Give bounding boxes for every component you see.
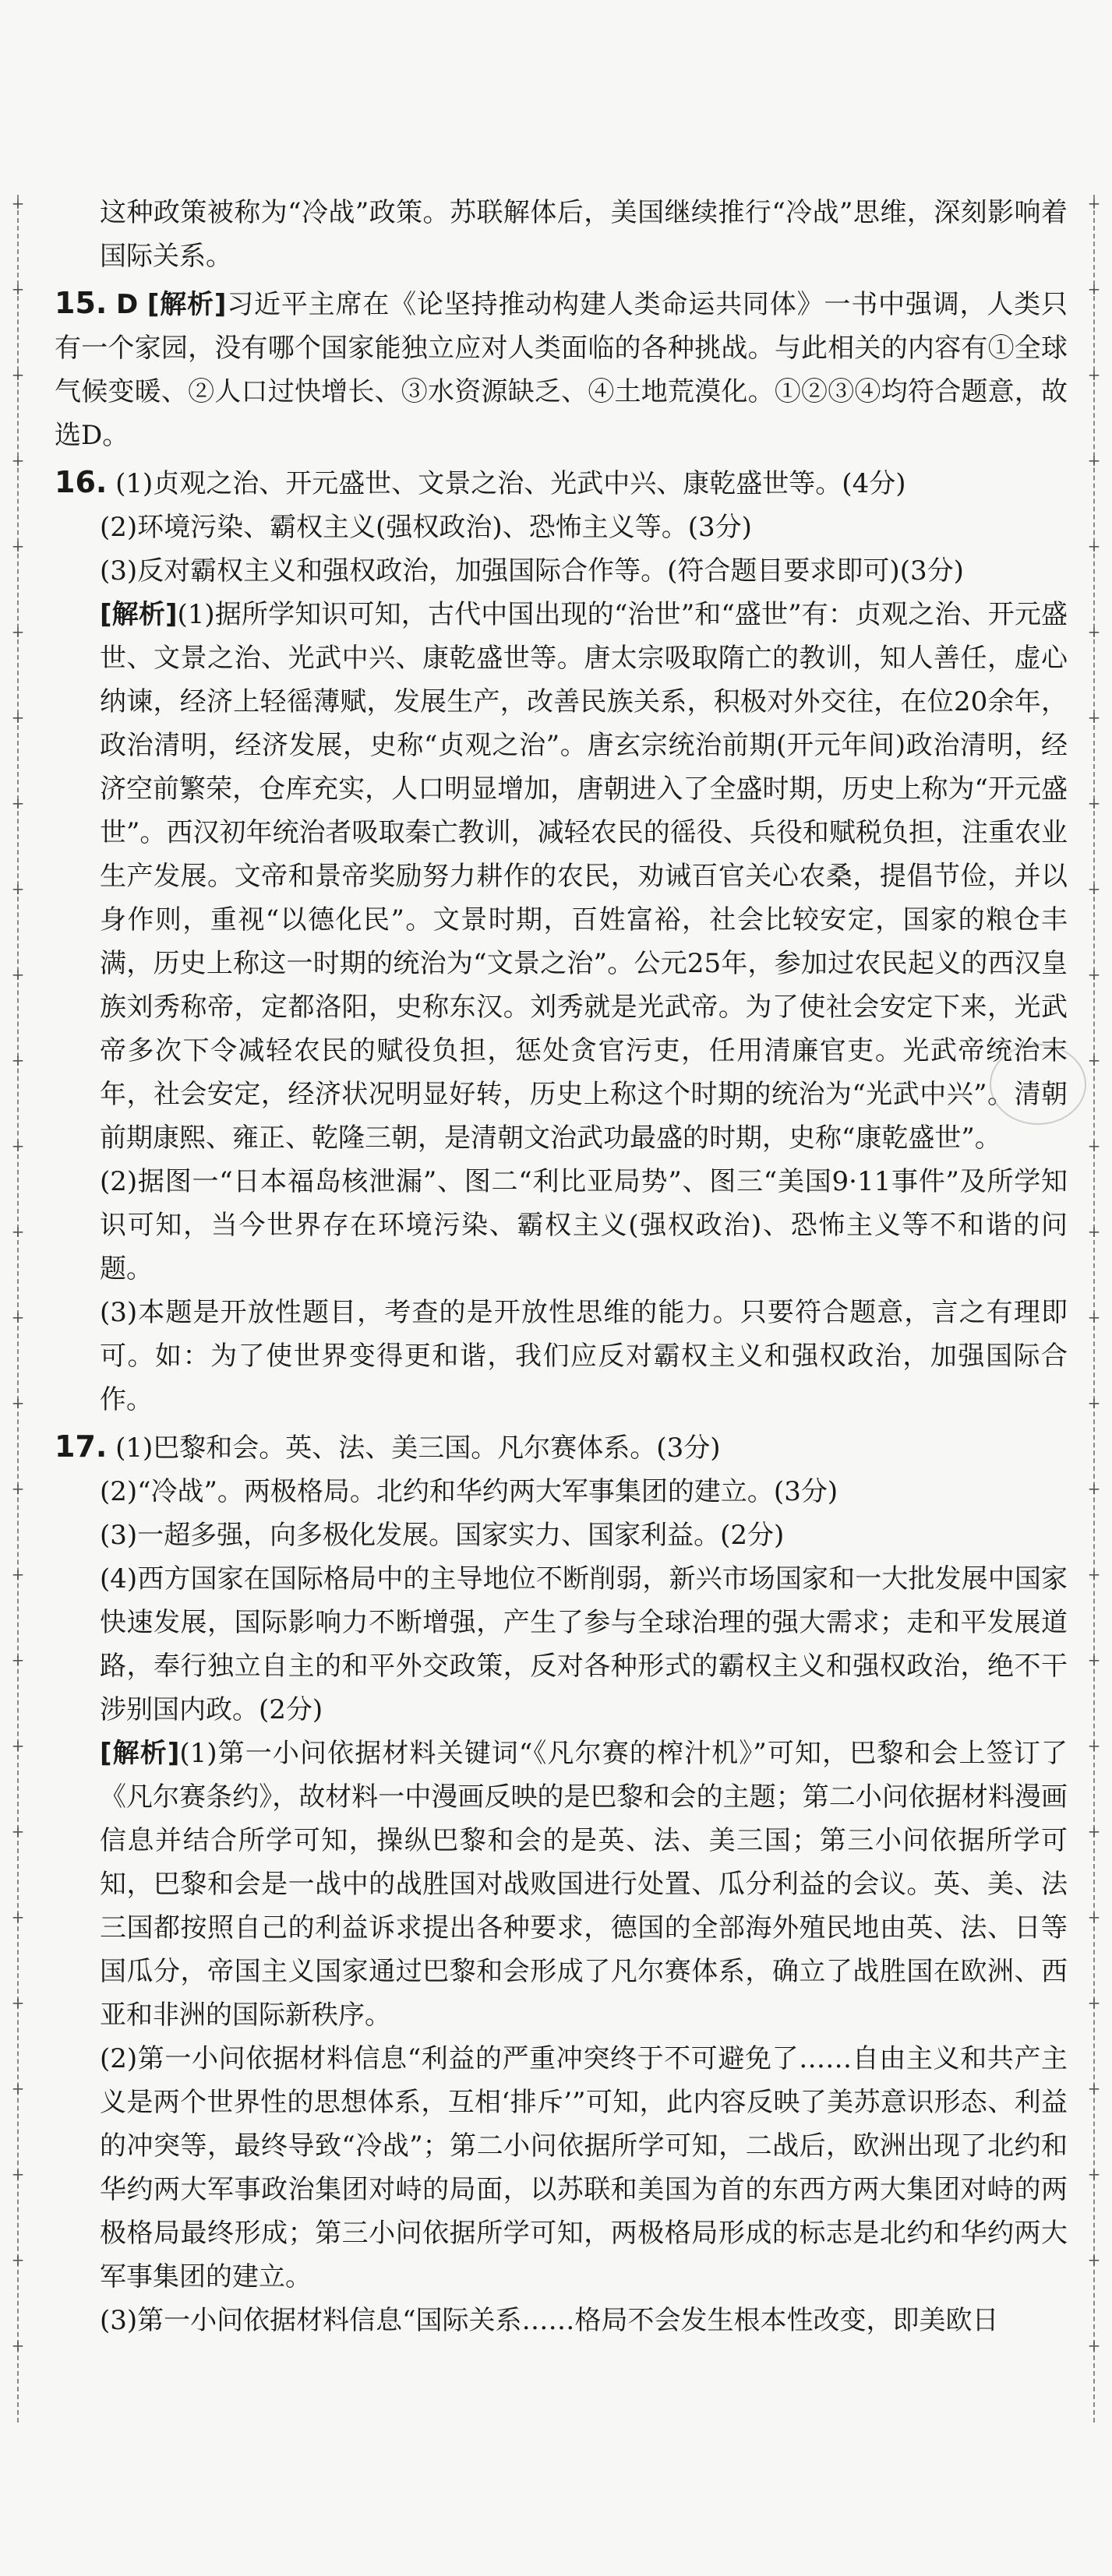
binding-tick-mark: + <box>1087 965 1101 984</box>
binding-tick-mark: + <box>1087 1308 1101 1327</box>
binding-tick-mark: + <box>1087 2165 1101 2183</box>
analysis-part-3: (3)第一小问依据材料信息“国际关系……格局不会发生根本性改变，即美欧日 <box>100 2305 999 2336</box>
binding-tick-mark: + <box>1087 1993 1101 2012</box>
binding-tick-mark: + <box>11 1993 25 2012</box>
analysis-part-2: (2)第一小问依据材料信息“利益的严重冲突终于不可避免了……自由主义和共产主义是两个世界性的思想体系，互相‘排斥’”可知，此内容反映了美苏意识形态、利益的冲突等，最终导致“冷战”；第二小问依据所学可知，二战后，欧洲出现了北约和华约两大军事政治集团对峙的局面，以苏联和美国为首的东西方两大集团对峙的两极格局最终形成；第三小问依据所学可知，两极格局形成的标志是北约和华约两大军事集团的建立。 <box>100 2043 1068 2292</box>
left-tick-marks <box>9 195 26 2423</box>
binding-tick-mark: + <box>1087 1136 1101 1155</box>
analysis-part-2: (2)据图一“日本福岛核泄漏”、图二“利比亚局势”、图三“美国9·11事件”及所学知识可知，当今世界存在环境污染、霸权主义(强权政治)、恐怖主义等不和谐的问题。 <box>100 1166 1068 1284</box>
analysis-tag: [解析] <box>100 599 178 630</box>
binding-tick-mark: + <box>1087 1908 1101 1926</box>
binding-tick-mark: + <box>11 2165 25 2183</box>
binding-tick-mark: + <box>1087 2336 1101 2355</box>
binding-tick-mark: + <box>11 1908 25 1926</box>
binding-tick-mark: + <box>11 451 25 470</box>
binding-tick-mark: + <box>1087 1736 1101 1755</box>
binding-tick-mark: + <box>11 280 25 298</box>
analysis-tag: [解析] <box>100 1738 180 1769</box>
analysis-part-1: (1)据所学知识可知，古代中国出现的“治世”和“盛世”有：贞观之治、开元盛世、文景之治、光武中兴、康乾盛世等。唐太宗吸取隋亡的教训，知人善任，虚心纳谏，经济上轻徭薄赋，发展生产，改善民族关系，积极对外交往，在位20余年，政治清明，经济发展，史称“贞观之治”。唐玄宗统治前期(开元年间)政治清明，经济空前繁荣，仓库充实，人口明显增加，唐朝进入了全盛时期，历史上称为“开元盛世”。西汉初年统治者吸取秦亡教训，减轻农民的徭役、兵役和赋税负担，注重农业生产发展。文帝和景帝奖励努力耕作的农民，劝诫百官关心农桑，提倡节俭，并以身作则，重视“以德化民”。文景时期，百姓富裕，社会比较安定，国家的粮仓丰满，历史上称这一时期的统治为“文景之治”。公元25年，参加过农民起义的西汉皇族刘秀称帝，定都洛阳，史称东汉。刘秀就是光武帝。为了使社会安定下来，光武帝多次下令减轻农民的赋役负担，惩处贪官污吏，任用清廉官吏。光武帝统治末年，社会安定，经济状况明显好转，历史上称这个时期的统治为“光武中兴”。清朝前期康熙、雍正、乾隆三朝，是清朝文治武功最盛的时期，史称“康乾盛世”。 <box>100 599 1068 1154</box>
binding-tick-mark: + <box>1087 365 1101 384</box>
answer-line-1: (1)贞观之治、开元盛世、文景之治、光武中兴、康乾盛世等。(4分) <box>115 468 906 499</box>
binding-tick-mark: + <box>11 1051 25 1070</box>
binding-tick-mark: + <box>11 194 25 213</box>
binding-tick-mark: + <box>1087 537 1101 555</box>
analysis-text: 习近平主席在《论坚持推动构建人类命运共同体》一书中强调，人类只有一个家园，没有哪个国家能独立应对人类面临的各种挑战。与此相关的内容有①全球气候变暖、②人口过快增长、③水资源缺乏、④土地荒漠化。①②③④均符合题意，故选D。 <box>55 289 1068 451</box>
answer-line-2: (2)“冷战”。两极格局。北约和华约两大军事集团的建立。(3分) <box>100 1476 838 1507</box>
answer-line-1: (1)巴黎和会。英、法、美三国。凡尔赛体系。(3分) <box>115 1432 721 1464</box>
binding-tick-mark: + <box>1087 1565 1101 1584</box>
answer-choice: D <box>115 289 139 320</box>
answer-line-3: (3)反对霸权主义和强权政治，加强国际合作等。(符合题目要求即可)(3分) <box>100 555 964 587</box>
question-number: 17. <box>55 1429 108 1464</box>
binding-tick-mark: + <box>11 537 25 555</box>
question-16 <box>55 460 1068 1422</box>
answer-line-3: (3)一超多强，向多极化发展。国家实力、国家利益。(2分) <box>100 1520 785 1551</box>
binding-tick-mark: + <box>11 1222 25 1241</box>
analysis-tag: [解析] <box>147 289 227 320</box>
binding-tick-mark: + <box>11 1651 25 1669</box>
binding-tick-mark: + <box>11 365 25 384</box>
question-17 <box>55 1425 1068 2342</box>
intro-paragraph: 这种政策被称为“冷战”政策。苏联解体后，美国继续推行“冷战”思维，深刻影响着国际关系。 <box>100 197 1068 272</box>
binding-tick-mark: + <box>11 622 25 641</box>
binding-tick-mark: + <box>11 1565 25 1584</box>
binding-tick-mark: + <box>1087 622 1101 641</box>
analysis-part-3: (3)本题是开放性题目，考查的是开放性思维的能力。只要符合题意，言之有理即可。如：为了使世界变得更和谐，我们应反对霸权主义和强权政治，加强国际合作。 <box>100 1297 1068 1415</box>
binding-tick-mark: + <box>1087 794 1101 812</box>
watermark-stamp <box>990 1044 1086 1125</box>
answer-content <box>55 191 1068 2342</box>
binding-tick-mark: + <box>11 2079 25 2098</box>
answer-line-4: (4)西方国家在国际格局中的主导地位不断削弱，新兴市场国家和一大批发展中国家快速发展，国际影响力不断增强，产生了参与全球治理的强大需求；走和平发展道路，奉行独立自主的和平外交政策，反对各种形式的霸权主义和强权政治，绝不干涉别国内政。(2分) <box>100 1563 1068 1725</box>
binding-tick-mark: + <box>1087 2250 1101 2269</box>
binding-tick-mark: + <box>11 1736 25 1755</box>
binding-tick-mark: + <box>11 1308 25 1327</box>
answer-line-2: (2)环境污染、霸权主义(强权政治)、恐怖主义等。(3分) <box>100 512 752 543</box>
binding-tick-mark: + <box>1087 1394 1101 1412</box>
binding-tick-mark: + <box>11 1394 25 1412</box>
binding-tick-mark: + <box>1087 1222 1101 1241</box>
analysis-part-1: (1)第一小问依据材料关键词“《凡尔赛的榨汁机》”可知，巴黎和会上签订了《凡尔赛条约》，故材料一中漫画反映的是巴黎和会的主题；第二小问依据材料漫画信息并结合所学可知，操纵巴黎和会的是英、法、美三国；第三小问依据所学可知，巴黎和会是一战中的战胜国对战败国进行处置、瓜分利益的会议。英、美、法三国都按照自己的利益诉求提出各种要求，德国的全部海外殖民地由英、法、日等国瓜分，帝国主义国家通过巴黎和会形成了凡尔赛体系，确立了战胜国在欧洲、西亚和非洲的国际新秩序。 <box>100 1738 1068 2031</box>
right-tick-marks <box>1086 195 1103 2423</box>
binding-tick-mark: + <box>11 2250 25 2269</box>
binding-tick-mark: + <box>11 1136 25 1155</box>
binding-tick-mark: + <box>1087 1651 1101 1669</box>
question-15 <box>55 281 1068 457</box>
binding-tick-mark: + <box>1087 879 1101 898</box>
binding-tick-mark: + <box>11 1822 25 1841</box>
binding-tick-mark: + <box>1087 708 1101 727</box>
binding-tick-mark: + <box>1087 1822 1101 1841</box>
binding-tick-mark: + <box>11 2336 25 2355</box>
question-number: 15. <box>55 286 108 320</box>
binding-tick-mark: + <box>1087 280 1101 298</box>
question-number: 16. <box>55 465 108 499</box>
binding-tick-mark: + <box>1087 1479 1101 1498</box>
binding-tick-mark: + <box>1087 2079 1101 2098</box>
binding-tick-mark: + <box>11 879 25 898</box>
binding-tick-mark: + <box>11 1479 25 1498</box>
binding-tick-mark: + <box>1087 1051 1101 1070</box>
binding-tick-mark: + <box>11 794 25 812</box>
binding-tick-mark: + <box>11 708 25 727</box>
binding-tick-mark: + <box>1087 451 1101 470</box>
binding-tick-mark: + <box>1087 194 1101 213</box>
binding-tick-mark: + <box>11 965 25 984</box>
